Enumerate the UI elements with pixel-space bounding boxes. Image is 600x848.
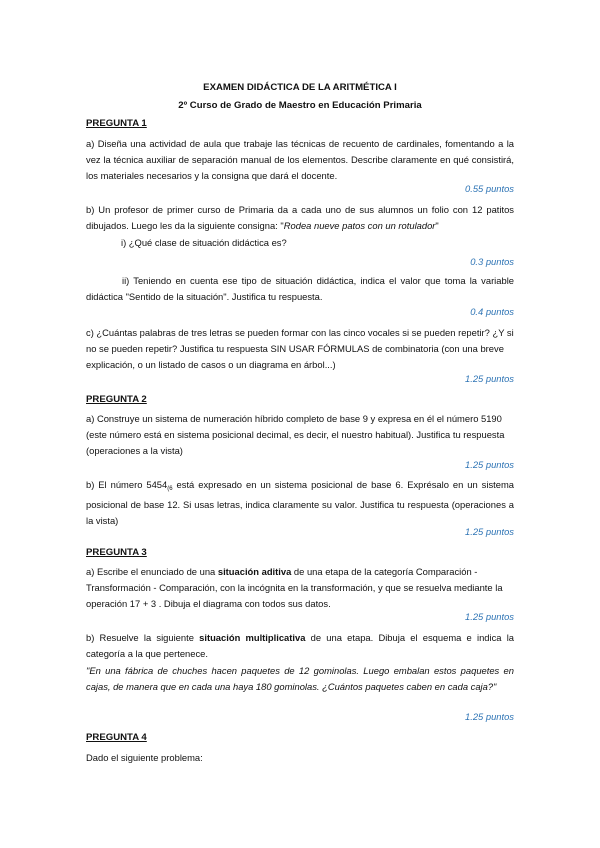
q1-b-i-points: 0.3 puntos [470,256,514,267]
exam-subtitle: 2º Curso de Grado de Maestro en Educación Primaria [178,100,422,111]
q3-b-points: 1.25 puntos [465,711,514,722]
q2-a-points: 1.25 puntos [465,459,514,470]
q4-intro: Dado el siguiente problema: [86,752,203,763]
q1-b-i-text: i) ¿Qué clase de situación didáctica es? [121,237,287,248]
q1-a-points: 0.55 puntos [465,183,514,194]
q1-b-ii-points: 0.4 puntos [470,306,514,317]
q1-a-text: a) Diseña una actividad de aula que trabaje las técnicas de recuento de cardinales, fomentando a la vez la técnica auxiliar de separación manual de los elementos. Describe claramente en qué consistirá, los materiales necesarios y la consigna que dará el docente. [86,138,514,182]
q3-b-text: b) Resuelve la siguiente situación multiplicativa de una etapa. Dibuja el esquema e indica la categoría a la que pertenece. [86,632,515,660]
q3-a-points: 1.25 puntos [465,611,514,622]
question-4-heading: PREGUNTA 4 [86,732,147,743]
q2-b-text: b) El número $5454_{(6}$ está expresado en un sistema posicional de base 6. Exprésalo en un sistema posicional de base 12. Si usas letras, indica claramente su valor. Justifica tu respuesta (operaciones a la vista) [86,479,514,527]
q1-b-ii-text: ii) Teniendo en cuenta ese tipo de situación didáctica, indica el valor que toma la variable didáctica "Sentido de la situación". Justifica tu respuesta. [86,275,514,303]
q1-c-points: 1.25 puntos [465,373,514,384]
question-1-heading: PREGUNTA 1 [86,118,147,129]
question-3-heading: PREGUNTA 3 [86,547,147,558]
q2-b-points: 1.25 puntos [465,526,514,537]
q1-c-text: c) ¿Cuántas palabras de tres letras se pueden formar con las cinco vocales si se pueden repetir? ¿Y si no se pueden repetir? Justifica tu respuesta SIN USAR FÓRMULAS de combinatoria (con una breve explicación, o un listado de casos o un diagrama en árbol...) [86,327,514,371]
q1-b-text: b) Un profesor de primer curso de Primaria da a cada uno de sus alumnos un folio con 12 patitos dibujados. Luego les da la siguiente consigna: "Rodea nueve patos con un rotulador" [86,204,514,232]
q3-b-quote: "En una fábrica de chuches hacen paquetes de 12 gominolas. Luego embalan estos paquetes en cajas, de manera que en cada una haya 180 gominolas. ¿Cuántos paquetes caben en cada caja?" [86,665,514,693]
q3-a-text: a) Escribe el enunciado de una situación aditiva de una etapa de la categoría Comparación - Transformación - Comparación, con la incógnita en la transformación, y que se resuelva mediante la operación 17 + 3 . Dibuja el diagrama con todos sus datos. [86,566,503,610]
question-2-heading: PREGUNTA 2 [86,394,147,405]
q2-a-text: a) Construye un sistema de numeración híbrido completo de base 9 y expresa en él el número 5190 (este número está en sistema posicional decimal, es decir, el nuestro habitual). Justifica tu respuesta (operaciones a la vista) [86,413,505,457]
exam-title: EXAMEN DIDÁCTICA DE LA ARITMÉTICA I [203,82,397,93]
